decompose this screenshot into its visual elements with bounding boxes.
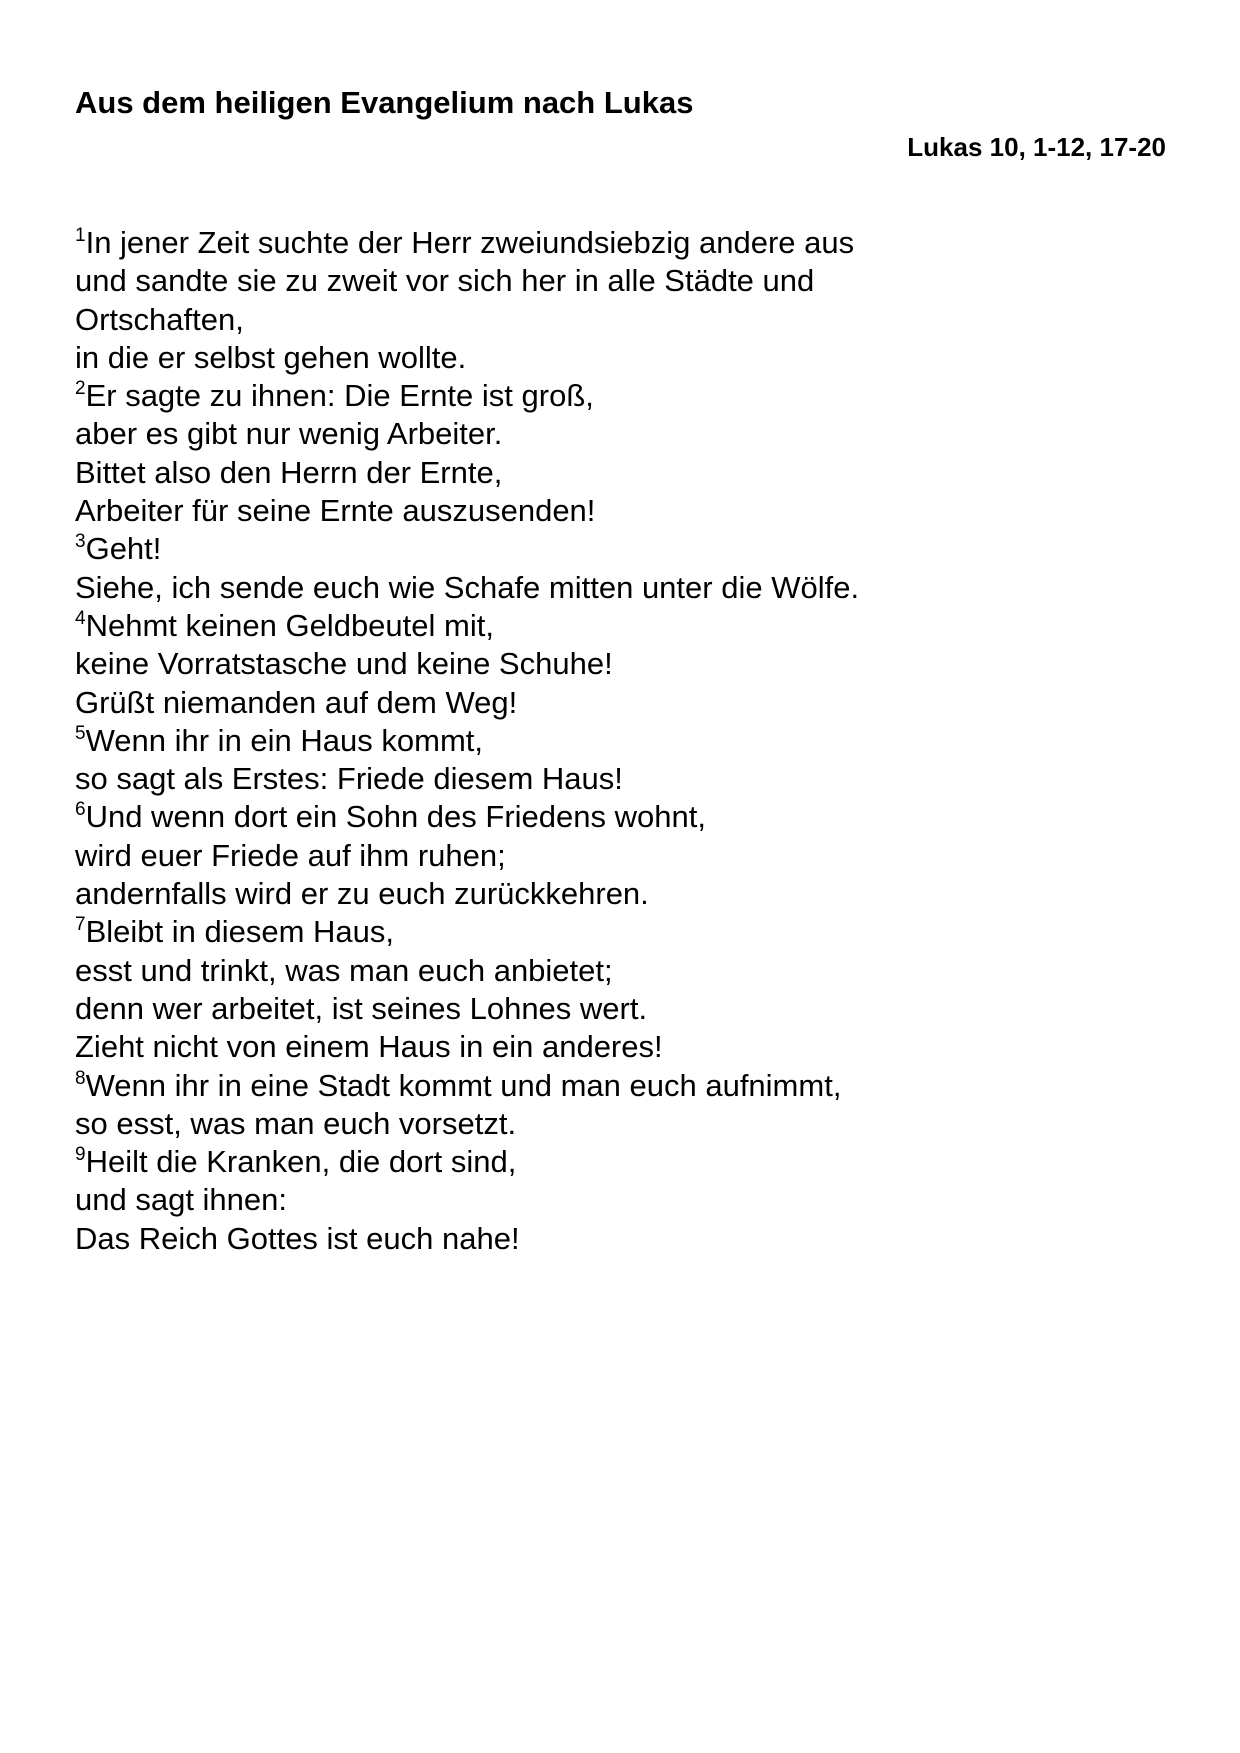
text-line [75, 262, 1075, 300]
text-line [75, 1028, 1075, 1066]
text-line [75, 798, 1075, 836]
line-text: Das Reich Gottes ist euch nahe! [75, 1220, 520, 1256]
verse-number: 5 [75, 722, 86, 744]
line-text: so esst, was man euch vorsetzt. [75, 1105, 517, 1141]
line-text: Wenn ihr in ein Haus kommt, [85, 722, 483, 758]
line-text: Siehe, ich sende euch wie Schafe mitten unter die Wölfe. [75, 569, 860, 605]
verse-number: 3 [75, 531, 86, 553]
text-line [75, 1067, 1075, 1105]
text-line [75, 454, 1075, 492]
text-line [75, 1220, 1075, 1258]
line-text: und sandte sie zu zweit vor sich her in alle Städte und [75, 263, 815, 299]
line-text: Bleibt in diesem Haus, [85, 914, 395, 950]
text-line [75, 224, 1075, 262]
scripture-text [75, 224, 1075, 1258]
line-text: andernfalls wird er zu euch zurückkehren. [75, 876, 649, 912]
text-line [75, 530, 1075, 568]
verse-number: 6 [75, 799, 86, 821]
line-text: Grüßt niemanden auf dem Weg! [75, 684, 518, 720]
verse-number: 4 [75, 607, 86, 629]
text-line [75, 760, 1075, 798]
text-line [75, 837, 1075, 875]
line-text: Nehmt keinen Geldbeutel mit, [85, 607, 494, 643]
line-text: Und wenn dort ein Sohn des Friedens wohnt, [85, 799, 706, 835]
line-text: In jener Zeit suchte der Herr zweiundsiebzig andere aus [85, 225, 855, 260]
line-text: so sagt als Erstes: Friede diesem Haus! [75, 761, 623, 797]
text-line [75, 684, 1075, 722]
text-line [75, 1105, 1075, 1143]
text-line [75, 415, 1075, 453]
line-text: denn wer arbeitet, ist seines Lohnes wert. [75, 990, 648, 1026]
line-text: Bittet also den Herrn der Ernte, [75, 454, 503, 490]
text-line [75, 492, 1075, 530]
line-text: Wenn ihr in eine Stadt kommt und man euch aufnimmt, [85, 1067, 842, 1103]
text-line [75, 301, 1075, 339]
text-line [75, 607, 1075, 645]
text-line [75, 1181, 1075, 1219]
text-line [75, 569, 1075, 607]
line-text: in die er selbst gehen wollte. [75, 339, 467, 375]
verse-number: 7 [75, 914, 86, 936]
verse-number: 9 [75, 1144, 86, 1166]
text-line [75, 377, 1075, 415]
line-text: esst und trinkt, was man euch anbietet; [75, 952, 613, 988]
text-line [75, 913, 1075, 951]
line-text: Zieht nicht von einem Haus in ein anderes! [75, 1029, 663, 1065]
line-text: und sagt ihnen: [75, 1182, 288, 1218]
document-title: Aus dem heiligen Evangelium nach Lukas [75, 85, 694, 120]
line-text: Ortschaften, [75, 301, 244, 337]
text-line [75, 339, 1075, 377]
text-line [75, 1143, 1075, 1181]
line-text: wird euer Friede auf ihm ruhen; [75, 837, 506, 873]
line-text: keine Vorratstasche und keine Schuhe! [75, 646, 613, 682]
line-text: Heilt die Kranken, die dort sind, [85, 1144, 517, 1180]
line-text: Arbeiter für seine Ernte auszusenden! [75, 493, 596, 529]
line-text: aber es gibt nur wenig Arbeiter. [75, 416, 503, 452]
text-line [75, 990, 1075, 1028]
verse-number: 1 [75, 225, 86, 246]
text-line [75, 722, 1075, 760]
verse-number: 8 [75, 1067, 86, 1089]
verse-number: 2 [75, 378, 86, 400]
text-line [75, 875, 1075, 913]
text-line [75, 952, 1075, 990]
line-text: Er sagte zu ihnen: Die Ernte ist groß, [85, 378, 594, 414]
scripture-reference: Lukas 10, 1-12, 17-20 [907, 132, 1166, 162]
text-line [75, 645, 1075, 683]
line-text: Geht! [85, 531, 162, 567]
